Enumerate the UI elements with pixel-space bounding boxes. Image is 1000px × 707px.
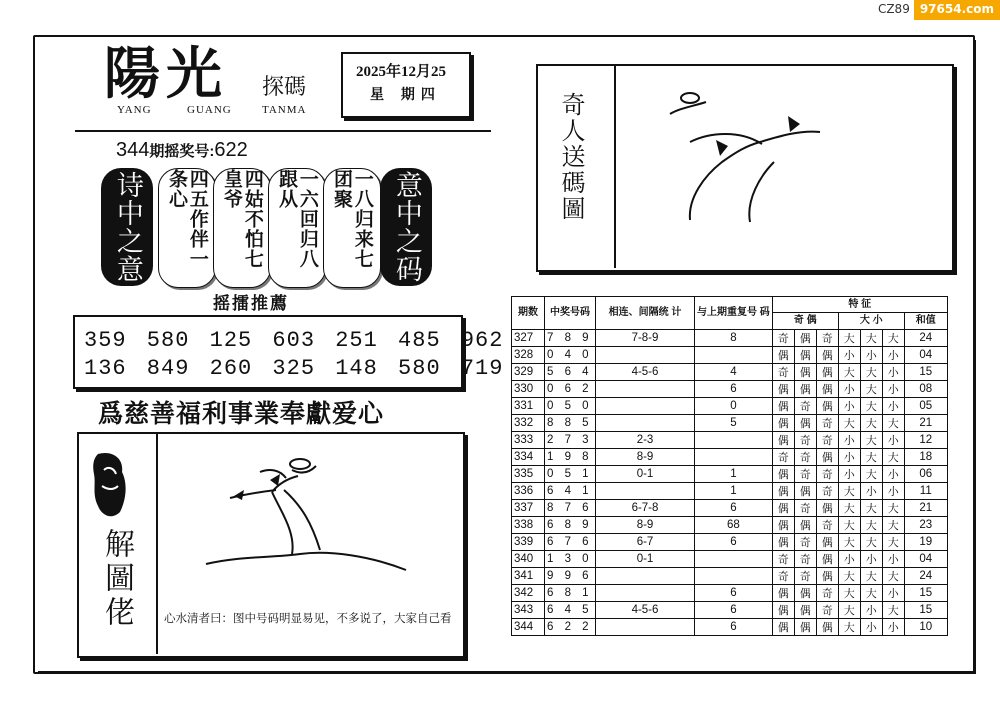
frame-shadow <box>973 40 976 674</box>
cell-odd-even: 奇 <box>772 363 794 380</box>
cell-repeat: 1 <box>695 465 773 482</box>
cell-size: 大 <box>860 448 882 465</box>
prophet-box-divider <box>614 64 616 268</box>
cell-odd-even: 奇 <box>816 516 838 533</box>
cell-issue: 343 <box>512 601 545 618</box>
cell-odd-even: 奇 <box>794 431 816 448</box>
cell-size: 大 <box>882 567 904 584</box>
cell-consecutive: 4-5-6 <box>596 363 695 380</box>
cell-odd-even: 偶 <box>816 550 838 567</box>
cell-size: 大 <box>838 601 860 618</box>
cell-sum: 19 <box>904 533 947 550</box>
cell-sum: 04 <box>904 346 947 363</box>
cell-size: 小 <box>860 482 882 499</box>
cell-issue: 335 <box>512 465 545 482</box>
table-row <box>512 516 948 533</box>
table-row <box>512 363 948 380</box>
cell-odd-even: 偶 <box>794 414 816 431</box>
cell-odd-even: 偶 <box>772 499 794 516</box>
cell-repeat: 8 <box>695 329 773 346</box>
cell-size: 大 <box>882 601 904 618</box>
cell-issue: 336 <box>512 482 545 499</box>
table-row <box>512 499 948 516</box>
cell-repeat <box>695 448 773 465</box>
cell-odd-even: 偶 <box>772 346 794 363</box>
riddle-box-label: 解圖佬 <box>99 528 134 630</box>
col-repeat: 与上期重复号 码 <box>695 297 773 330</box>
cell-size: 大 <box>860 499 882 516</box>
cell-size: 大 <box>838 482 860 499</box>
cell-odd-even: 奇 <box>772 567 794 584</box>
cell-repeat: 0 <box>695 397 773 414</box>
table-row <box>512 397 948 414</box>
pinyin-1: YANG <box>117 104 152 116</box>
cell-odd-even: 偶 <box>816 346 838 363</box>
cell-number: 7 8 9 <box>545 329 596 346</box>
poem-line-text: 一八归来七团聚 <box>331 169 374 269</box>
cell-sum: 18 <box>904 448 947 465</box>
cell-size: 小 <box>838 431 860 448</box>
cell-odd-even: 偶 <box>816 567 838 584</box>
cell-issue: 341 <box>512 567 545 584</box>
cell-size: 大 <box>838 584 860 601</box>
cell-odd-even: 偶 <box>816 448 838 465</box>
table-row <box>512 618 948 635</box>
cell-size: 小 <box>860 618 882 635</box>
cell-consecutive: 7-8-9 <box>596 329 695 346</box>
cell-odd-even: 偶 <box>816 380 838 397</box>
cell-issue: 330 <box>512 380 545 397</box>
cell-issue: 334 <box>512 448 545 465</box>
cell-number: 1 3 0 <box>545 550 596 567</box>
cell-number: 9 9 6 <box>545 567 596 584</box>
bird-branch-sketch <box>200 452 420 582</box>
header-rule <box>75 130 491 132</box>
cell-odd-even: 奇 <box>794 448 816 465</box>
site-url[interactable]: 97654.com <box>914 0 1000 20</box>
bird-branch-sketch-2 <box>650 80 830 230</box>
pinyin-2: GUANG <box>187 104 232 116</box>
cell-sum: 24 <box>904 329 947 346</box>
cell-sum: 24 <box>904 567 947 584</box>
recommend-title: 摇擂推薦 <box>213 294 289 314</box>
cell-odd-even: 偶 <box>772 618 794 635</box>
cell-issue: 333 <box>512 431 545 448</box>
cell-odd-even: 偶 <box>794 516 816 533</box>
table-row <box>512 567 948 584</box>
cell-size: 大 <box>860 516 882 533</box>
cell-odd-even: 偶 <box>772 516 794 533</box>
cell-number: 1 9 8 <box>545 448 596 465</box>
poem-left-tag <box>101 168 153 286</box>
cell-odd-even: 奇 <box>816 414 838 431</box>
cell-size: 大 <box>860 533 882 550</box>
cell-odd-even: 偶 <box>772 431 794 448</box>
cell-size: 小 <box>882 550 904 567</box>
site-tag <box>874 0 1000 20</box>
cell-size: 大 <box>882 516 904 533</box>
cell-odd-even: 偶 <box>794 329 816 346</box>
cell-consecutive: 4-5-6 <box>596 601 695 618</box>
cell-odd-even: 奇 <box>794 567 816 584</box>
cell-issue: 339 <box>512 533 545 550</box>
table-row <box>512 448 948 465</box>
cell-issue: 328 <box>512 346 545 363</box>
charity-slogan: 爲慈善福利事業奉獻爱心 <box>98 399 385 428</box>
cell-repeat: 6 <box>695 380 773 397</box>
table-row <box>512 380 948 397</box>
cell-number: 6 4 5 <box>545 601 596 618</box>
cell-size: 小 <box>882 618 904 635</box>
cell-consecutive: 0-1 <box>596 550 695 567</box>
cell-size: 大 <box>882 533 904 550</box>
cell-odd-even: 偶 <box>772 584 794 601</box>
cell-number: 8 7 6 <box>545 499 596 516</box>
cell-size: 大 <box>838 499 860 516</box>
cell-size: 小 <box>882 346 904 363</box>
cell-odd-even: 奇 <box>816 601 838 618</box>
cell-issue: 337 <box>512 499 545 516</box>
cell-sum: 12 <box>904 431 947 448</box>
cell-repeat <box>695 550 773 567</box>
recommend-row-1: 359 580 125 603 251 485 962 <box>84 328 504 353</box>
cell-size: 大 <box>882 448 904 465</box>
cell-odd-even: 偶 <box>816 499 838 516</box>
cell-size: 大 <box>838 567 860 584</box>
masthead-title: 陽光 <box>104 41 228 107</box>
table-row <box>512 431 948 448</box>
cell-odd-even: 奇 <box>772 329 794 346</box>
cell-consecutive <box>596 584 695 601</box>
col-sum: 和值 <box>904 313 947 329</box>
cell-size: 小 <box>838 397 860 414</box>
prophet-box-label: 奇人送碼圖 <box>557 92 585 222</box>
cell-odd-even: 奇 <box>794 533 816 550</box>
cell-consecutive: 2-3 <box>596 431 695 448</box>
cell-issue: 344 <box>512 618 545 635</box>
cell-sum: 23 <box>904 516 947 533</box>
poem-line-text: 四五作伴一条心 <box>166 169 209 269</box>
cell-size: 小 <box>882 431 904 448</box>
cell-repeat <box>695 431 773 448</box>
cell-repeat: 5 <box>695 414 773 431</box>
cell-odd-even: 奇 <box>772 448 794 465</box>
cell-odd-even: 奇 <box>816 465 838 482</box>
cell-size: 大 <box>838 329 860 346</box>
cell-size: 小 <box>882 584 904 601</box>
col-size: 大 小 <box>838 313 904 329</box>
cell-number: 2 7 3 <box>545 431 596 448</box>
cell-size: 小 <box>860 550 882 567</box>
cell-sum: 05 <box>904 397 947 414</box>
cell-issue: 342 <box>512 584 545 601</box>
frame-shadow-bottom <box>38 671 976 674</box>
cell-issue: 327 <box>512 329 545 346</box>
cell-size: 大 <box>860 584 882 601</box>
cell-number: 0 6 2 <box>545 380 596 397</box>
cell-size: 大 <box>838 516 860 533</box>
cell-consecutive: 8-9 <box>596 448 695 465</box>
cell-size: 小 <box>882 465 904 482</box>
issue-result: 622 <box>214 139 248 161</box>
cell-odd-even: 偶 <box>772 380 794 397</box>
cell-sum: 11 <box>904 482 947 499</box>
date-text: 2025年12月25 <box>356 64 447 80</box>
issue-label: 期摇奖号: <box>149 143 215 160</box>
cell-repeat: 6 <box>695 584 773 601</box>
cell-repeat: 6 <box>695 601 773 618</box>
cell-number: 6 8 1 <box>545 584 596 601</box>
cell-number: 5 6 4 <box>545 363 596 380</box>
cell-size: 小 <box>882 380 904 397</box>
cell-size: 大 <box>882 329 904 346</box>
cell-size: 小 <box>882 397 904 414</box>
col-feature: 特 征 <box>772 297 947 313</box>
cell-size: 大 <box>860 567 882 584</box>
cell-sum: 15 <box>904 584 947 601</box>
cell-odd-even: 偶 <box>772 601 794 618</box>
cell-odd-even: 偶 <box>772 397 794 414</box>
cell-odd-even: 偶 <box>816 363 838 380</box>
cell-sum: 06 <box>904 465 947 482</box>
draw-history-table <box>511 296 948 636</box>
cell-odd-even: 偶 <box>794 363 816 380</box>
cell-odd-even: 偶 <box>772 414 794 431</box>
cell-odd-even: 偶 <box>816 618 838 635</box>
cell-size: 小 <box>838 465 860 482</box>
table-row <box>512 482 948 499</box>
cell-number: 0 5 0 <box>545 397 596 414</box>
cell-consecutive: 6-7 <box>596 533 695 550</box>
cell-odd-even: 奇 <box>794 397 816 414</box>
cell-issue: 340 <box>512 550 545 567</box>
poem-left-tag-text: 诗中之意 <box>111 171 143 283</box>
cell-odd-even: 偶 <box>772 533 794 550</box>
cell-odd-even: 奇 <box>794 465 816 482</box>
cell-number: 0 4 0 <box>545 346 596 363</box>
cell-odd-even: 偶 <box>772 465 794 482</box>
cell-size: 小 <box>882 363 904 380</box>
col-number: 中奖号码 <box>545 297 596 330</box>
cell-sum: 15 <box>904 363 947 380</box>
cell-consecutive <box>596 618 695 635</box>
cell-size: 大 <box>838 533 860 550</box>
cell-size: 大 <box>838 363 860 380</box>
cell-odd-even: 偶 <box>794 346 816 363</box>
col-odd-even: 奇 偶 <box>772 313 838 329</box>
cell-odd-even: 偶 <box>772 482 794 499</box>
table-row <box>512 584 948 601</box>
cell-odd-even: 偶 <box>816 533 838 550</box>
cell-sum: 21 <box>904 414 947 431</box>
cell-consecutive <box>596 482 695 499</box>
cell-number: 6 8 9 <box>545 516 596 533</box>
riddle-note: 心水清者曰：图中号码明显易见，不多说了，大家自己看 <box>164 611 452 625</box>
recommend-row-2: 136 849 260 325 148 580 719 <box>84 356 504 381</box>
site-code: CZ89 <box>877 2 910 16</box>
cell-odd-even: 奇 <box>816 482 838 499</box>
cell-odd-even: 偶 <box>794 584 816 601</box>
cell-odd-even: 奇 <box>794 550 816 567</box>
cell-sum: 10 <box>904 618 947 635</box>
table-row <box>512 414 948 431</box>
cell-repeat <box>695 346 773 363</box>
riddle-box-divider <box>156 432 158 654</box>
poem-line-4 <box>323 168 381 288</box>
cell-odd-even: 偶 <box>794 618 816 635</box>
cell-size: 大 <box>860 397 882 414</box>
cell-size: 小 <box>860 346 882 363</box>
cell-issue: 331 <box>512 397 545 414</box>
cell-sum: 21 <box>904 499 947 516</box>
cell-odd-even: 偶 <box>816 397 838 414</box>
cell-issue: 332 <box>512 414 545 431</box>
cell-number: 6 2 2 <box>545 618 596 635</box>
issue-line <box>116 139 248 162</box>
poem-line-text: 四姑不怕七皇爷 <box>221 169 264 269</box>
cell-consecutive <box>596 397 695 414</box>
cell-size: 小 <box>838 550 860 567</box>
cell-issue: 329 <box>512 363 545 380</box>
col-consecutive: 相连、间隔统 计 <box>596 297 695 330</box>
cell-size: 小 <box>882 482 904 499</box>
cell-consecutive: 8-9 <box>596 516 695 533</box>
cell-size: 小 <box>838 380 860 397</box>
cell-size: 大 <box>860 363 882 380</box>
poem-right-tag <box>380 168 432 286</box>
cell-size: 大 <box>860 329 882 346</box>
cell-consecutive <box>596 346 695 363</box>
cell-number: 6 7 6 <box>545 533 596 550</box>
cell-number: 6 4 1 <box>545 482 596 499</box>
cell-size: 大 <box>882 414 904 431</box>
cell-odd-even: 偶 <box>794 380 816 397</box>
issue-number: 344 <box>116 139 150 161</box>
cell-size: 小 <box>838 346 860 363</box>
weekday-text: 星 期四 <box>370 87 441 103</box>
table-row <box>512 533 948 550</box>
cell-repeat: 6 <box>695 533 773 550</box>
masthead-subtitle: 探碼 <box>262 75 307 100</box>
cell-consecutive <box>596 567 695 584</box>
cell-odd-even: 奇 <box>772 550 794 567</box>
cell-sum: 15 <box>904 601 947 618</box>
cell-repeat: 6 <box>695 499 773 516</box>
cell-size: 小 <box>860 601 882 618</box>
table-row <box>512 465 948 482</box>
cell-size: 大 <box>860 380 882 397</box>
cell-consecutive: 0-1 <box>596 465 695 482</box>
cell-odd-even: 奇 <box>816 584 838 601</box>
table-body <box>512 329 948 635</box>
table-row <box>512 346 948 363</box>
table-header-row <box>512 297 948 313</box>
cell-size: 大 <box>860 431 882 448</box>
cell-sum: 04 <box>904 550 947 567</box>
cell-size: 大 <box>860 465 882 482</box>
cell-size: 大 <box>838 414 860 431</box>
col-issue: 期数 <box>512 297 545 330</box>
cell-repeat: 68 <box>695 516 773 533</box>
cell-consecutive <box>596 414 695 431</box>
old-man-portrait-icon <box>90 450 132 522</box>
table-row <box>512 601 948 618</box>
cell-consecutive: 6-7-8 <box>596 499 695 516</box>
cell-consecutive <box>596 380 695 397</box>
pinyin-3: TANMA <box>262 104 307 116</box>
cell-number: 0 5 1 <box>545 465 596 482</box>
table-row <box>512 550 948 567</box>
cell-repeat <box>695 567 773 584</box>
cell-odd-even: 偶 <box>794 482 816 499</box>
cell-repeat: 4 <box>695 363 773 380</box>
cell-size: 大 <box>882 499 904 516</box>
poem-line-2 <box>213 168 271 288</box>
cell-odd-even: 奇 <box>816 431 838 448</box>
cell-repeat: 1 <box>695 482 773 499</box>
cell-size: 大 <box>860 414 882 431</box>
poem-line-1 <box>158 168 216 288</box>
poem-right-tag-text: 意中之码 <box>390 171 422 283</box>
cell-sum: 08 <box>904 380 947 397</box>
cell-issue: 338 <box>512 516 545 533</box>
poem-line-text: 一六回归八跟从 <box>276 169 319 269</box>
table-row <box>512 329 948 346</box>
cell-number: 8 8 5 <box>545 414 596 431</box>
cell-odd-even: 奇 <box>816 329 838 346</box>
poem-line-3 <box>268 168 326 288</box>
cell-odd-even: 偶 <box>794 601 816 618</box>
cell-odd-even: 奇 <box>794 499 816 516</box>
cell-repeat: 6 <box>695 618 773 635</box>
cell-size: 小 <box>838 448 860 465</box>
cell-size: 大 <box>838 618 860 635</box>
